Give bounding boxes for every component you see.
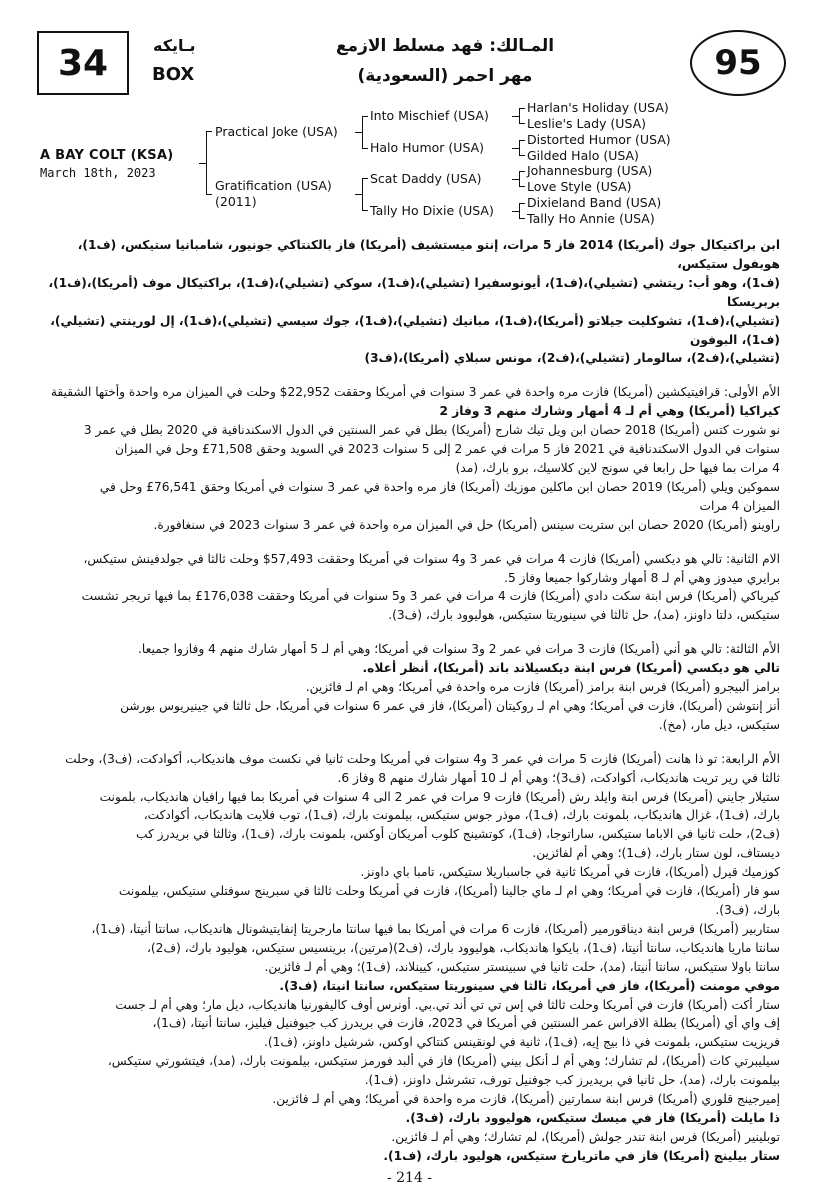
pedigree-brace-g3-3	[519, 171, 520, 187]
produce-record	[40, 236, 780, 1166]
section-gap	[40, 625, 780, 640]
text-line: سو فار (أمريكا)، فازت في أمريكا؛ وهي ام لـ ماي جالينا (أمريكا)، فازت في أمريكا وحلت ثالثا في سبرينج سوفتلي ستيكس، بيلمونت	[118, 884, 780, 899]
text-line: 4 مرات بما فيها حل رابعا في سونج لاين كلاسيك، برو بارك، (مد)	[455, 460, 780, 475]
text-line: برايري ميدوز وهي أم لـ 8 أمهار وشاركوا جميعا وفاز 5.	[504, 570, 780, 585]
text-line: ستيكس، دلتا داونز، (مد)، حل ثالثا في سينوريتا ستيكس، هوليوود بارك، (ف3).	[388, 608, 780, 623]
pedigree-brace-g3-4	[519, 203, 520, 219]
text-line: تالي هو ديكسي (أمريكا) فرس ابنة ديكسيلاند باند (أمريكا)، أنظر أعلاه.	[362, 661, 780, 676]
page-number: - 214 -	[386, 1170, 433, 1186]
text-line: ثالثا في رير تريت هانديكاب، أكوادكت، (ف3)؛ وهي أم لـ 10 أمهار شارك منهم 8 وفاز 6.	[337, 770, 780, 785]
text-line: ستار أكت (أمريكا) فازت في أمريكا وحلت ثالثا في إس تي تي أند تي.بي. أونرس أوف كاليفورنيا هانديكاب، ديل مار؛ وهي أم لـ جست	[115, 997, 780, 1012]
text-line: ديستاف، لون ستار بارك، (ف1)؛ وهي أم لفائزين.	[532, 846, 780, 861]
sire-paragraph	[40, 236, 780, 368]
text-line: سموكين ويلي (أمريكا) 2019 حصان ابن ماكلين موزيك (أمريكا) فاز مره واحدة في عمر 3 سنوات في أمريكا وحقق 76,541£ وحل في	[99, 479, 780, 494]
pedigree-dam-sire: Scat Daddy (USA)	[370, 171, 482, 186]
text-line: الام الثانية: تالي هو ديكسي (أمريكا) فازت 4 مرات في عمر 3 و4 سنوات في أمريكا وحققت 57,493$ وحلت ثالثا في جولدفينش ستيكس،	[83, 551, 780, 566]
text-line: بارك، (ف3).	[715, 903, 780, 917]
text-line: موفي مومنت (أمريكا)، فاز في أمريكا، ثالثا في سينوريتا ستيكس، سانتا انيتا، (ف3).	[279, 978, 780, 993]
text-line: الميزان 4 مرات	[699, 498, 780, 513]
text-line: سنوات في الدول الاسكندنافية في 2021 فاز 5 مرات في عمر 2 إلى 5 سنوات 2023 في السويد وحقق 71,508£ وحل في الميزان	[115, 442, 780, 457]
owner-line: المـالك: فهد مسلط الازمع	[335, 36, 555, 56]
text-line: ستيلار جايني (أمريكا) فرس ابنة وايلد رش (أمريكا) فازت 9 مرات في عمر 2 الى 4 سنوات في أمريكا بما فيها رافيان هانديكاب، بلمونت	[99, 789, 780, 804]
foaling-date: March 18th, 2023	[40, 166, 156, 180]
text-line: إف واي أي (أمريكا) بطلة الافراس عمر السنتين في أمريكا في 2023، فازت في بريدرز كب جيوفنيل فيليز، سانتا أنيتا، (ف1)،	[152, 1016, 780, 1031]
pedigree-brace-dam	[362, 178, 363, 211]
section-gap	[40, 368, 780, 383]
text-line: ستيكس، ديل مار، (مخ).	[658, 717, 780, 732]
section-gap	[40, 735, 780, 750]
pedigree-brace-g3-4-tip	[512, 211, 519, 212]
text-line: كيرياكي (أمريكا) فرس ابنة سكت دادي (أمريكا) فازت 4 مرات في عمر 3 و5 سنوات في أمريكا وحققت 176,038£ بما فيها تريجر تشست	[81, 589, 780, 604]
pedigree-sire: Practical Joke (USA)	[215, 124, 338, 139]
text-line: سانتا باولا ستيكس، سانتا أنيتا، (مد)، حلت ثانيا في سبينستر ستيكس، كيينلاند، (ف1)؛ وهي أم لـ فائزين.	[264, 959, 780, 974]
catalogue-number-circle	[690, 30, 786, 96]
box-label-english: BOX	[152, 64, 195, 85]
pedigree-gen4-4: Gilded Halo (USA)	[527, 148, 639, 163]
lot-number: 34	[57, 42, 109, 84]
text-line: الأم الثالثة: تالي هو أني (أمريكا) فازت 3 مرات في عمر 2 و3 سنوات في أمريكا؛ وهي أم لـ 5 أمهار شارك منهم 4 وفازوا جميعا.	[138, 642, 780, 657]
text-line: نو شورت كتس (أمريكا) 2018 حصان ابن ويل تيك شارج (أمريكا) بطل في عمر السنتين في الدول الاسكندنافية في 2020 بطل في عمر 3	[83, 423, 780, 438]
text-line: إميرجينج قلوري (أمريكا) فرس ابنة سمارتين (أمريكا)، فازت مره واحدة في أمريكا؛ وهي أم لـ فائزين.	[272, 1092, 780, 1107]
catalogue-number: 95	[714, 43, 762, 83]
pedigree-dam: Gratification (USA)	[215, 178, 332, 193]
text-line: أنز إنتوشن (أمريكا)، فازت في أمريكا؛ وهي ام لـ روكيتان (أمريكا)، فاز في عمر 6 سنوات في أمريكا، حل ثالثا في جينيريوس بورشن	[120, 698, 780, 713]
pedigree-brace-sire-tip	[355, 132, 362, 133]
pedigree-brace-g3-2	[519, 140, 520, 156]
text-line: ابن براكتيكال جوك (أمريكا) 2014 فاز 5 مرات، إنتو ميستشيف (أمريكا) فاز بالكنتاكي جونيور، شامبانيا ستيكس، (ف1)، هوبفول ستيكس،	[77, 238, 780, 271]
pedigree-sire-sire: Into Mischief (USA)	[370, 108, 489, 123]
text-line: بارك، (ف1)، غزال هانديكاب، بلمونت بارك، (ف1)، موذر جوس ستيكس، بيلمونت بارك، (ف1)، توب فلايت هانديكاب، أكوادكت،	[143, 808, 780, 823]
pedigree-sire-dam: Halo Humor (USA)	[370, 140, 485, 155]
text-line: توبلينير (أمريكا) فرس ابنة تندر جولش (أمريكا)، لم تشارك؛ وهي أم لـ فائزين.	[391, 1129, 780, 1144]
box-label-arabic: بـايكه	[153, 36, 196, 55]
text-line: بيلمونت بارك، (مد)، حل ثانيا في بريديرز كب جوفنيل تورف، تشرشل داونز، (ف1).	[364, 1073, 780, 1088]
pedigree-gen4-6: Love Style (USA)	[527, 179, 632, 194]
pedigree-gen4-2: Leslie's Lady (USA)	[527, 116, 647, 131]
text-line: سانتا ماريا هانديكاب، سانتا أنيتا، (ف1)، بايكوا هانديكاب، هوليوود بارك، (ف2)(مرتين)، برينسيس ستيكس، هوليود بارك، (ف2)،	[146, 940, 780, 955]
pedigree-gen4-8: Tally Ho Annie (USA)	[527, 211, 655, 226]
third-dam-section	[40, 640, 780, 735]
text-line: (ف2)، حلت ثانيا في الاباما ستيكس، ساراتوجا، (ف1)، كوتشينج كلوب أمريكان أوكس، بلمونت بارك، (ف1)، وثالثا في بريدرز كب	[136, 827, 780, 842]
pedigree-brace-dam-tip	[355, 194, 362, 195]
second-dam-section	[40, 550, 780, 626]
text-line: فريزيت ستيكس، بلمونت في ذا بيج إيه، (ف1)، ثانية في لونقينس كنتاكي اوكس، شرشيل داونز، (ف1).	[264, 1035, 780, 1050]
pedigree-brace-g3-3-tip	[512, 179, 519, 180]
text-line: الأم الأولى: قرافيتيكشين (أمريكا) فازت مره واحدة في عمر 3 سنوات في أمريكا وحققت 22,952$ وحلت في الميزان مره واحدة وأختها الشقيقة	[50, 385, 780, 400]
text-line: سيليبرتي كات (أمريكا)، لم تشارك؛ وهي أم لـ أنكل بيني (أمريكا) فاز في ألبد فورمز ستيكس، بيلمونت بارك، (مد)، فيتشورتي ستيكس،	[107, 1054, 780, 1069]
text-line: ستاربير (أمريكا) فرس ابنة ديناقورمير (أمريكا)، فازت 6 مرات في أمريكا بما فيها سانتا مارجريتا إنفايتيشونال هانديكاب، سانتا أنيتا، (ف1)،	[91, 921, 780, 936]
pedigree-gen4-5: Johannesburg (USA)	[527, 163, 653, 178]
pedigree-brace-gen1	[206, 131, 207, 195]
pedigree-dam-year: (2011)	[215, 194, 257, 209]
text-line: (تشيلي)،(ف1)، تشوكليت جيلاتو (أمريكا)،(ف1)، مبانيك (تشيلي)،(ف1)، جوك سيسي (تشيلي)،(ف1)، إل لورينتي (تشيلي)،(ف1)، البوفون	[50, 313, 780, 347]
pedigree-brace-g3-2-tip	[512, 148, 519, 149]
horse-title: A BAY COLT (KSA)	[40, 148, 174, 163]
fourth-dam-section	[40, 750, 780, 1166]
text-line: راوينو (أمريكا) 2020 حصان ابن ستريت سينس (أمريكا) حل في الميزان مره واحدة في عمر 3 سنوات 2023 في سنغافورة.	[153, 517, 780, 532]
horse-description: مهر احمر (السعودية)	[357, 66, 533, 86]
pedigree-gen4-3: Distorted Humor (USA)	[527, 132, 671, 147]
text-line: (تشيلي)،(ف2)، سالومار (تشيلي)،(ف2)، مونس سبلاي (أمريكا)،(ف3)	[364, 351, 780, 366]
text-line: (ف1)، وهو أب: ريتشي (تشيلي)،(ف1)، أيونوسفيرا (تشيلي)،(ف1)، سوكي (تشيلي)،(ف1)، براكتيكال موف (أمريكا)،(ف1)، بربريسكا	[48, 275, 780, 309]
pedigree-brace-gen1-tip	[199, 163, 206, 164]
text-line: ذا مايلت (أمريكا) فاز في ميسك ستيكس، هوليوود بارك، (ف3).	[405, 1110, 780, 1125]
text-line: كيراكيا (أمريكا) وهي أم لـ 4 أمهار وشارك منهم 3 وفاز 2	[439, 404, 780, 419]
pedigree-gen4-7: Dixieland Band (USA)	[527, 195, 662, 210]
lot-number-box	[37, 31, 129, 95]
pedigree-brace-g3-1-tip	[512, 116, 519, 117]
text-line: ستار بيلينج (أمريكا) فاز في ماتريارخ ستيكس، هوليود بارك، (ف1).	[383, 1148, 780, 1163]
text-line: كوزميك قيرل (أمريكا)، فازت في أمريكا ثانية في جاسباريلا ستيكس، تامبا باي داونز.	[360, 865, 780, 880]
text-line: برامز ألبيجرو (أمريكا) فرس ابنة برامز (أمريكا) فازت مره واحدة في أمريكا؛ وهي ام لـ فائزين.	[305, 680, 780, 695]
pedigree-gen4-1: Harlan's Holiday (USA)	[527, 100, 669, 115]
pedigree-brace-g3-1	[519, 108, 520, 124]
section-gap	[40, 535, 780, 550]
text-line: الأم الرابعة: تو ذا هانت (أمريكا) فازت 5 مرات في عمر 3 و4 سنوات في أمريكا وحلت ثانيا في نكست موف هانديكاب، أكوادكت، (ف3)، وحلت	[65, 751, 780, 766]
pedigree-dam-dam: Tally Ho Dixie (USA)	[370, 203, 494, 218]
pedigree-brace-sire	[362, 116, 363, 149]
first-dam-section	[40, 383, 780, 534]
